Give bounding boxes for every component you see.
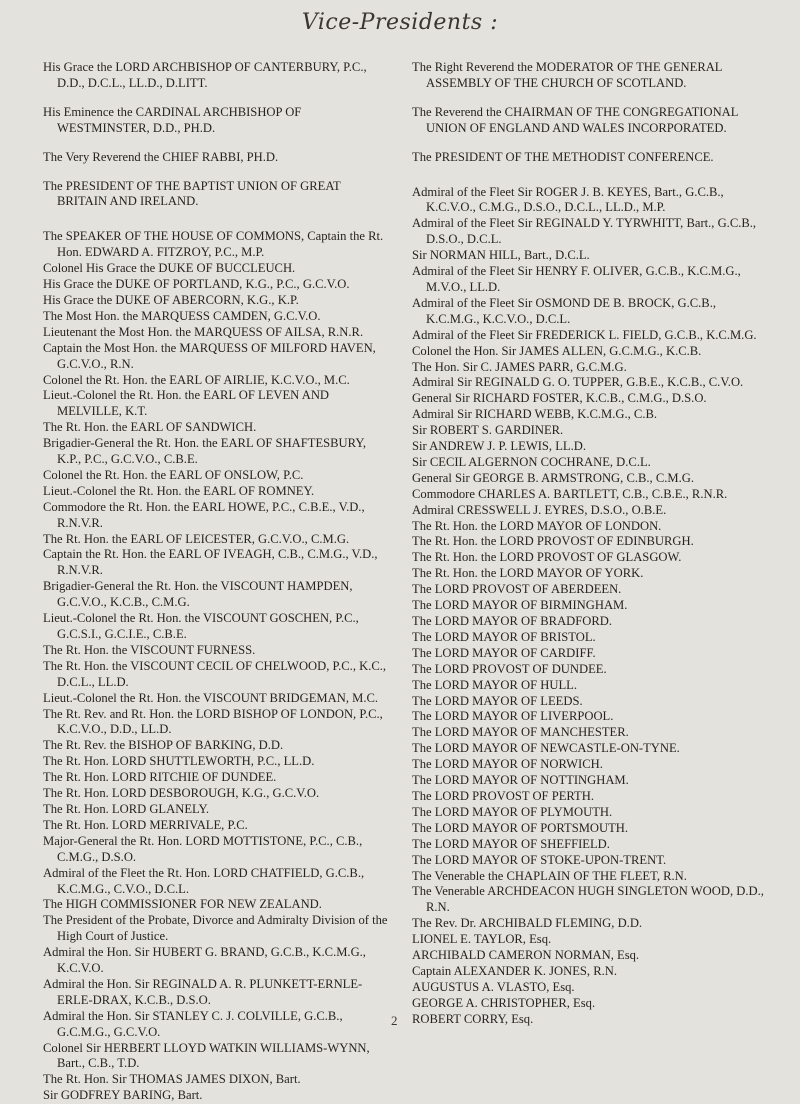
vice-president-entry: The Most Hon. the MARQUESS CAMDEN, G.C.V.O. bbox=[43, 308, 321, 323]
vice-president-entry: The Rt. Hon. the LORD PROVOST OF GLASGOW. bbox=[412, 550, 682, 565]
vice-president-entry: His Grace the DUKE OF PORTLAND, K.G., P.C., G.C.V.O. bbox=[43, 277, 350, 292]
vice-president-entry: General Sir RICHARD FOSTER, K.C.B., C.M.G., D.S.O. bbox=[412, 391, 707, 406]
entry-spacer bbox=[412, 92, 764, 105]
vice-president-entry: The LORD MAYOR OF LIVERPOOL. bbox=[412, 709, 614, 724]
vice-president-entry: Admiral of the Fleet Sir REGINALD Y. TYRWHITT, Bart., G.C.B., D.S.O., D.C.L. bbox=[412, 216, 757, 247]
vice-president-entry: Brigadier-General the Rt. Hon. the EARL OF SHAFTESBURY, K.P., P.C., G.C.V.O., C.B.E. bbox=[43, 436, 366, 467]
vice-president-entry: Commodore the Rt. Hon. the EARL HOWE, P.C., C.B.E., V.D., R.N.V.R. bbox=[43, 499, 365, 530]
vice-president-entry: Lieut.-Colonel the Rt. Hon. the EARL OF ROMNEY. bbox=[43, 483, 315, 498]
vice-president-entry: Sir ANDREW J. P. LEWIS, LL.D. bbox=[412, 439, 586, 454]
vice-president-entry: His Grace the LORD ARCHBISHOP OF CANTERBURY, P.C., D.D., D.C.L., LL.D., D.LITT. bbox=[43, 60, 367, 90]
vice-president-entry: Brigadier-General the Rt. Hon. the VISCOUNT HAMPDEN, G.C.V.O., K.C.B., C.M.G. bbox=[43, 579, 353, 610]
vice-president-entry: The LORD MAYOR OF NEWCASTLE-ON-TYNE. bbox=[412, 741, 680, 756]
vice-president-entry: Sir CECIL ALGERNON COCHRANE, D.C.L. bbox=[412, 454, 651, 469]
vice-president-entry: Admiral the Hon. Sir REGINALD A. R. PLUNKETT-ERNLE-ERLE-DRAX, K.C.B., D.S.O. bbox=[43, 976, 363, 1007]
vice-president-entry: The LORD PROVOST OF PERTH. bbox=[412, 788, 594, 803]
vice-president-entry: Colonel His Grace the DUKE OF BUCCLEUCH. bbox=[43, 261, 296, 276]
vice-president-entry: Colonel Sir HERBERT LLOYD WATKIN WILLIAMS-WYNN, Bart., C.B., T.D. bbox=[43, 1040, 370, 1071]
vice-president-entry: Admiral of the Fleet the Rt. Hon. LORD CHATFIELD, G.C.B., K.C.M.G., C.V.O., D.C.L. bbox=[43, 865, 365, 896]
vice-president-entry: The LORD MAYOR OF MANCHESTER. bbox=[412, 725, 629, 740]
vice-president-entry: Admiral of the Fleet Sir HENRY F. OLIVER, G.C.B., K.C.M.G., M.V.O., LL.D. bbox=[412, 264, 741, 294]
vice-president-entry: The PRESIDENT OF THE METHODIST CONFERENCE. bbox=[412, 149, 714, 164]
vice-president-entry: The Rt. Hon. LORD RITCHIE OF DUNDEE. bbox=[43, 770, 277, 785]
vice-president-entry: The SPEAKER OF THE HOUSE OF COMMONS, Captain the Rt. Hon. EDWARD A. FITZROY, P.C., M.P. bbox=[43, 229, 384, 260]
vice-president-entry: The Rt. Rev. and Rt. Hon. the LORD BISHOP OF LONDON, P.C., K.C.V.O., D.D., LL.D. bbox=[43, 706, 383, 737]
vice-president-entry: Admiral the Hon. Sir STANLEY C. J. COLVILLE, G.C.B., G.C.M.G., G.C.V.O. bbox=[43, 1008, 343, 1039]
vice-president-entry: The Rt. Hon. LORD MERRIVALE, P.C. bbox=[43, 817, 248, 832]
vice-president-entry: The Rt. Hon. LORD GLANELY. bbox=[43, 801, 210, 816]
vice-president-entry: Admiral Sir REGINALD G. O. TUPPER, G.B.E., K.C.B., C.V.O. bbox=[412, 375, 744, 390]
entry-spacer bbox=[43, 92, 388, 105]
vice-president-entry: The Rt. Hon. the EARL OF SANDWICH. bbox=[43, 420, 257, 435]
vice-president-entry: The LORD PROVOST OF DUNDEE. bbox=[412, 661, 607, 676]
vice-president-entry: Captain the Rt. Hon. the EARL OF IVEAGH, C.B., C.M.G., V.D., R.N.V.R. bbox=[43, 547, 378, 578]
vice-president-entry: The HIGH COMMISSIONER FOR NEW ZEALAND. bbox=[43, 897, 322, 912]
group-separator bbox=[43, 210, 388, 229]
vice-president-entry: Admiral the Hon. Sir HUBERT G. BRAND, G.C.B., K.C.M.G., K.C.V.O. bbox=[43, 945, 366, 976]
vice-president-entry: Sir ROBERT S. GARDINER. bbox=[412, 423, 564, 438]
vice-president-entry: The LORD MAYOR OF STOKE-UPON-TRENT. bbox=[412, 852, 667, 867]
vice-president-entry: ROBERT CORRY, Esq. bbox=[412, 1011, 534, 1026]
vice-president-entry: The Rt. Hon. the VISCOUNT CECIL OF CHELWOOD, P.C., K.C., D.C.L., LL.D. bbox=[43, 658, 387, 689]
vice-president-entry: GEORGE A. CHRISTOPHER, Esq. bbox=[412, 995, 596, 1010]
vice-president-entry: The LORD MAYOR OF BIRMINGHAM. bbox=[412, 598, 628, 613]
vice-president-entry: The LORD MAYOR OF BRADFORD. bbox=[412, 614, 613, 628]
vice-president-entry: The LORD PROVOST OF ABERDEEN. bbox=[412, 582, 622, 597]
vice-president-entry: The LORD MAYOR OF BRISTOL. bbox=[412, 629, 596, 644]
vice-president-entry: Colonel the Rt. Hon. the EARL OF ONSLOW, P.C. bbox=[43, 467, 304, 482]
vice-president-entry: The LORD MAYOR OF SHEFFIELD. bbox=[412, 836, 610, 851]
vice-president-entry: Commodore CHARLES A. BARTLETT, C.B., C.B.E., R.N.R. bbox=[412, 486, 728, 501]
vice-president-entry: The LORD MAYOR OF HULL. bbox=[412, 677, 578, 692]
vice-president-entry: The Rt. Hon. the LORD PROVOST OF EDINBURGH. bbox=[412, 534, 694, 549]
vice-president-entry: The President of the Probate, Divorce and Admiralty Division of the High Court of Justice. bbox=[43, 913, 388, 944]
vice-president-entry: Admiral Sir RICHARD WEBB, K.C.M.G., C.B. bbox=[412, 407, 658, 422]
vice-president-entry: The Rt. Hon. Sir THOMAS JAMES DIXON, Bart. bbox=[43, 1072, 301, 1087]
vice-president-entry: The Hon. Sir C. JAMES PARR, G.C.M.G. bbox=[412, 359, 627, 374]
right-column bbox=[412, 60, 764, 1028]
vice-president-entry: His Eminence the CARDINAL ARCHBISHOP OF WESTMINSTER, D.D., PH.D. bbox=[43, 104, 302, 135]
page-number: 2 bbox=[391, 1013, 398, 1028]
vice-president-entry: Admiral of the Fleet Sir OSMOND DE B. BROCK, G.C.B., K.C.M.G., K.C.V.O., D.C.L. bbox=[412, 295, 717, 326]
vice-president-entry: The LORD MAYOR OF NORWICH. bbox=[412, 757, 603, 772]
entry-spacer bbox=[412, 137, 764, 150]
vice-president-entry: Colonel the Hon. Sir JAMES ALLEN, G.C.M.G., K.C.B. bbox=[412, 343, 702, 358]
vice-president-entry: The Reverend the CHAIRMAN OF THE CONGREGATIONAL UNION OF ENGLAND AND WALES INCORPORATED. bbox=[412, 104, 738, 135]
vice-president-entry: Lieut.-Colonel the Rt. Hon. the EARL OF LEVEN AND MELVILLE, K.T. bbox=[43, 388, 330, 419]
vice-president-entry: The Rt. Hon. the LORD MAYOR OF LONDON. bbox=[412, 518, 662, 533]
vice-president-entry: The LORD MAYOR OF LEEDS. bbox=[412, 693, 583, 708]
entry-spacer bbox=[43, 137, 388, 150]
vice-president-entry: Lieut.-Colonel the Rt. Hon. the VISCOUNT BRIDGEMAN, M.C. bbox=[43, 690, 379, 705]
vice-president-entry: The Rt. Hon. the EARL OF LEICESTER, G.C.V.O., C.M.G. bbox=[43, 531, 350, 546]
vice-president-entry: The Rt. Hon. the VISCOUNT FURNESS. bbox=[43, 642, 256, 657]
entry-spacer bbox=[43, 166, 388, 179]
vice-president-entry: Colonel the Rt. Hon. the EARL OF AIRLIE, K.C.V.O., M.C. bbox=[43, 372, 350, 387]
vice-president-entry: His Grace the DUKE OF ABERCORN, K.G., K.P. bbox=[43, 292, 299, 307]
vice-president-entry: ARCHIBALD CAMERON NORMAN, Esq. bbox=[412, 948, 640, 963]
vice-president-entry: LIONEL E. TAYLOR, Esq. bbox=[412, 932, 552, 947]
vice-president-entry: Lieutenant the Most Hon. the MARQUESS OF AILSA, R.N.R. bbox=[43, 324, 364, 339]
vice-president-entry: The PRESIDENT OF THE BAPTIST UNION OF GREAT BRITAIN AND IRELAND. bbox=[43, 178, 341, 209]
vice-president-entry: General Sir GEORGE B. ARMSTRONG, C.B., C.M.G. bbox=[412, 470, 694, 485]
group-separator bbox=[412, 166, 764, 185]
vice-president-entry: The Venerable the CHAPLAIN OF THE FLEET, R.N. bbox=[412, 868, 687, 883]
vice-president-entry: Sir GODFREY BARING, Bart. bbox=[43, 1088, 203, 1103]
vice-president-entry: Admiral CRESSWELL J. EYRES, D.S.O., O.B.E. bbox=[412, 502, 667, 517]
vice-president-entry: The LORD MAYOR OF PLYMOUTH. bbox=[412, 804, 613, 819]
vice-president-entry: The Very Reverend the CHIEF RABBI, PH.D. bbox=[43, 149, 279, 164]
vice-president-entry: The Right Reverend the MODERATOR OF THE GENERAL ASSEMBLY OF THE CHURCH OF SCOTLAND. bbox=[412, 60, 723, 90]
vice-president-entry: Admiral of the Fleet Sir ROGER J. B. KEYES, Bart., G.C.B., K.C.V.O., C.M.G., D.S.O., D.C.L., LL.D., M.P. bbox=[412, 184, 724, 215]
left-column bbox=[43, 60, 388, 1104]
vice-president-entry: Captain the Most Hon. the MARQUESS OF MILFORD HAVEN, G.C.V.O., R.N. bbox=[43, 340, 376, 371]
vice-president-entry: Sir NORMAN HILL, Bart., D.C.L. bbox=[412, 248, 590, 263]
vice-president-entry: AUGUSTUS A. VLASTO, Esq. bbox=[412, 979, 575, 994]
vice-president-entry: The LORD MAYOR OF CARDIFF. bbox=[412, 645, 596, 660]
vice-president-entry: Lieut.-Colonel the Rt. Hon. the VISCOUNT GOSCHEN, P.C., G.C.S.I., G.C.I.E., C.B.E. bbox=[43, 611, 359, 641]
vice-president-entry: The LORD MAYOR OF NOTTINGHAM. bbox=[412, 773, 629, 788]
vice-president-entry: The Rt. Hon. the LORD MAYOR OF YORK. bbox=[412, 566, 644, 581]
vice-president-entry: The Venerable ARCHDEACON HUGH SINGLETON WOOD, D.D., R.N. bbox=[412, 884, 764, 915]
vice-president-entry: The Rt. Hon. LORD SHUTTLEWORTH, P.C., LL.D. bbox=[43, 754, 315, 769]
page-title: Vice-Presidents : bbox=[301, 10, 499, 35]
vice-president-entry: The Rt. Hon. LORD DESBOROUGH, K.G., G.C.V.O. bbox=[43, 786, 320, 801]
vice-president-entry: Admiral of the Fleet Sir FREDERICK L. FIELD, G.C.B., K.C.M.G. bbox=[412, 327, 757, 342]
vice-president-entry: Major-General the Rt. Hon. LORD MOTTISTONE, P.C., C.B., C.M.G., D.S.O. bbox=[43, 833, 363, 864]
vice-president-entry: The LORD MAYOR OF PORTSMOUTH. bbox=[412, 820, 629, 835]
vice-president-entry: The Rev. Dr. ARCHIBALD FLEMING, D.D. bbox=[412, 916, 643, 931]
vice-president-entry: Captain ALEXANDER K. JONES, R.N. bbox=[412, 963, 617, 978]
vice-president-entry: The Rt. Rev. the BISHOP OF BARKING, D.D. bbox=[43, 738, 284, 753]
